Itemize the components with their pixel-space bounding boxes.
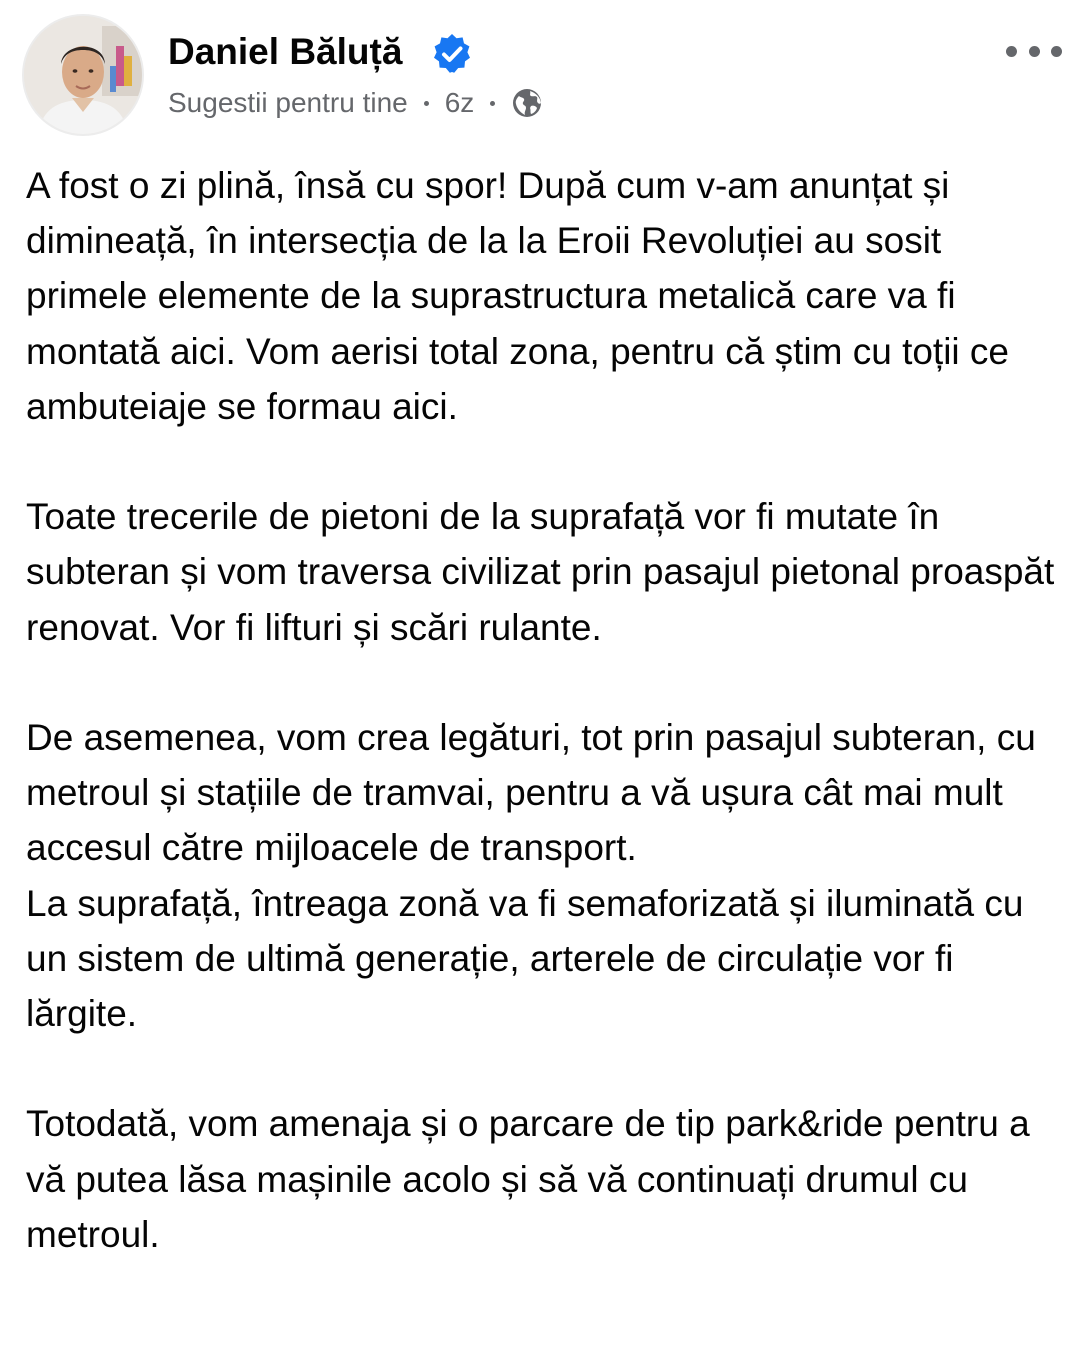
post-paragraph: Toate trecerile de pietoni de la suprafață vor fi mutate în subteran și vom traversa civilizat prin pasajul pietonal proaspăt renovat. Vor fi lifturi și scări rulante. xyxy=(26,496,1055,648)
post-paragraph: La suprafață, întreaga zonă va fi semaforizată și iluminată cu un sistem de ultimă generație, arterele de circulație vor fi lărgite. xyxy=(26,882,1024,1035)
post-paragraph: Totodată, vom amenaja și o parcare de tip park&ride pentru a vă putea lăsa mașinile acolo și să vă continuați drumul cu metroul. xyxy=(26,1103,1030,1255)
post-meta xyxy=(168,84,543,122)
post-timestamp[interactable]: 6z xyxy=(444,87,475,118)
post-paragraph: A fost o zi plină, însă cu spor! După cum v-am anunțat și dimineață, în intersecția de la la Eroii Revoluției au sosit primele elemente de la suprastructura metalică care va fi montată aici. Vom aerisi total zona, pentru că știm cu toții ce ambuteiaje se formau aici. xyxy=(26,165,1010,427)
author-avatar[interactable] xyxy=(22,14,144,136)
verified-badge-icon xyxy=(430,32,474,76)
separator-dot xyxy=(424,101,429,106)
separator-dot xyxy=(490,101,495,106)
author-name[interactable]: Daniel Băluță xyxy=(168,31,403,72)
more-dot xyxy=(1051,46,1062,57)
suggestion-label: Sugestii pentru tine xyxy=(168,87,408,118)
more-options-icon[interactable] xyxy=(1006,36,1062,66)
more-dot xyxy=(1029,46,1040,57)
profile-photo-icon xyxy=(24,16,142,134)
globe-icon[interactable] xyxy=(511,87,543,119)
more-dot xyxy=(1006,46,1017,57)
post-paragraph: De asemenea, vom crea legături, tot prin pasajul subteran, cu metroul și stațiile de tramvai, pentru a vă ușura cât mai mult accesul către mijloacele de transport. xyxy=(26,717,1036,869)
post-header xyxy=(0,0,1080,150)
post-text xyxy=(26,158,1056,1262)
